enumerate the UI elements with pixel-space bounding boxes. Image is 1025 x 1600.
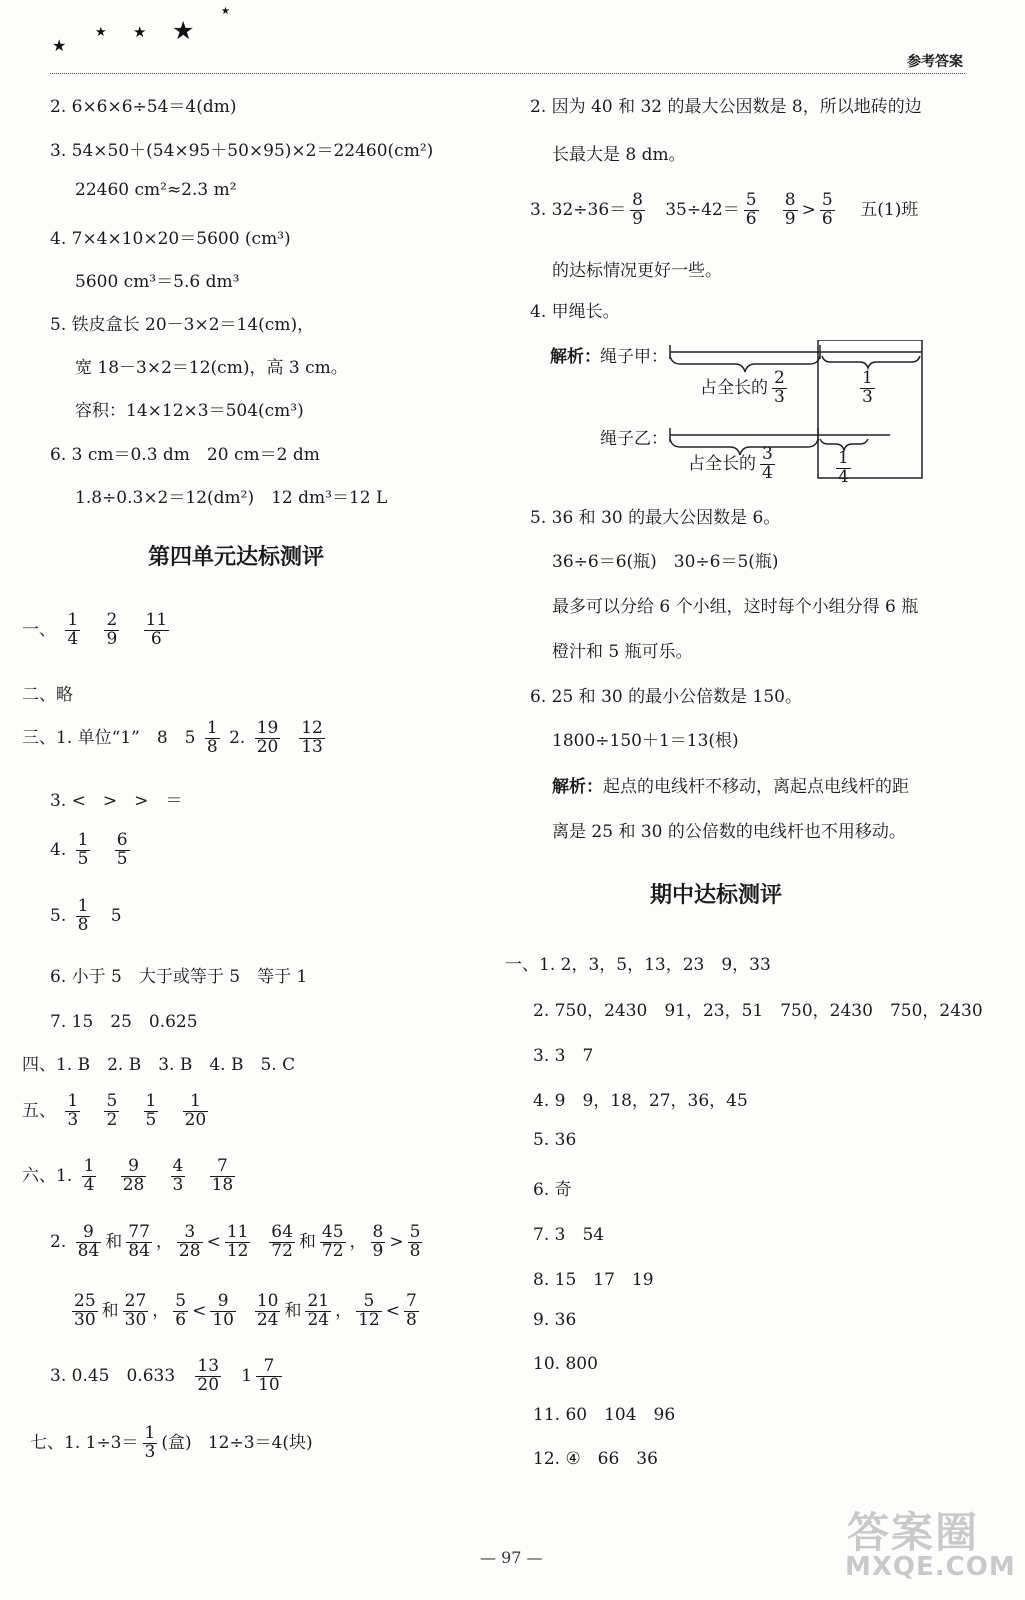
answer-q4: 四、1. B 2. B 3. B 4. B 5. C	[22, 1055, 296, 1075]
fraction: $\frac{11}{6}$	[145, 610, 168, 649]
fraction: $\frac{3}{28}$	[178, 1222, 201, 1261]
fraction: $\frac{12}{13}$	[301, 718, 323, 757]
fraction: $\frac{9}{10}$	[212, 1291, 234, 1330]
fraction: $\frac{7}{18}$	[211, 1156, 234, 1195]
fraction: $\frac{10}{24}$	[256, 1291, 279, 1330]
rope-a-brace	[822, 356, 920, 368]
fraction: $\frac{64}{72}$	[271, 1222, 293, 1261]
rope-a-label: 绳子甲：	[600, 347, 668, 367]
fraction: $\frac{8}{9}$	[372, 1222, 384, 1261]
fraction: $\frac{1}{3}$	[67, 1091, 79, 1130]
answer-line: 8. 15 17 19	[533, 1270, 654, 1290]
answer-q7: 七、1. 1÷3＝ $\frac{1}{3}$ (盒) 12÷3＝4(块)	[30, 1423, 313, 1462]
answer-line: 5. 36	[533, 1130, 577, 1150]
page-number: — 97 —	[480, 1548, 543, 1567]
answer-line: 3. 3 7	[533, 1046, 594, 1066]
fraction: $\frac{1}{4}$	[838, 448, 849, 487]
answer-q3-4: 4. $\frac{1}{5}$ $\frac{6}{5}$	[50, 830, 128, 869]
answer-line: 2. 因为 40 和 32 的最大公因数是 8，所以地砖的边	[530, 97, 922, 117]
answer-q6-3: 3. 0.45 0.633 $\frac{13}{20}$ 1 $\frac{7}{10}$	[50, 1356, 280, 1395]
answer-line: 最多可以分给 6 个小组，这时每个小组分得 6 瓶	[552, 597, 919, 617]
answer-a3: 3. 32÷36＝ $\frac{8}{9}$ 35÷42＝ $\frac{5}{6}$ $\frac{8}{9}$ > $\frac{5}{6}$ 五(1)班	[530, 190, 919, 229]
answer-line: 4. 9 9，18，27，36，45	[533, 1091, 748, 1111]
answer-line: 1.8÷0.3×2＝12(dm²) 12 dm³＝12 L	[75, 488, 388, 508]
fraction: $\frac{5}{6}$	[175, 1291, 187, 1330]
fraction: $\frac{13}{20}$	[197, 1356, 220, 1395]
fraction: $\frac{1}{5}$	[145, 1091, 157, 1130]
header-divider	[50, 73, 965, 74]
fraction: $\frac{1}{4}$	[67, 610, 79, 649]
answer-line: 2. 750，2430 91，23，51 750，2430 750，2430	[533, 1001, 983, 1021]
star-icon: ★	[95, 25, 107, 40]
answer-line: 11. 60 104 96	[533, 1405, 676, 1425]
fraction: $\frac{5}{8}$	[409, 1222, 421, 1261]
answer-q2: 二、略	[22, 685, 73, 705]
fraction: $\frac{6}{5}$	[116, 830, 128, 869]
rope-b-fraction-label: 占全长的 $\frac{3}{4}$	[688, 444, 773, 483]
answer-q6-2a: 2. $\frac{9}{84}$ 和 $\frac{77}{84}$ ， $\frac{3}{28}$ < $\frac{11}{12}$ $\frac{64}{72}$ 和 $\frac{45}{72}$ ， $\frac{8}{9}$ > $\frac{5}{8}$	[50, 1222, 421, 1261]
answer-line: 5600 cm³＝5.6 dm³	[75, 272, 240, 292]
fraction: $\frac{5}{6}$	[821, 190, 833, 229]
fraction: $\frac{3}{4}$	[762, 444, 773, 483]
answer-q3-3: 3. < > > ＝	[50, 791, 183, 811]
answer-q1: 一、 $\frac{1}{4}$ $\frac{2}{9}$ $\frac{11}{6}$	[22, 610, 168, 649]
fraction: $\frac{21}{24}$	[307, 1291, 330, 1330]
fraction: $\frac{5}{6}$	[745, 190, 757, 229]
rope-a-fraction-label: 占全长的 $\frac{2}{3}$	[700, 368, 785, 407]
fraction: $\frac{11}{12}$	[226, 1222, 249, 1261]
fraction: $\frac{1}{5}$	[77, 830, 89, 869]
star-icon: ★	[52, 36, 67, 55]
answer-line: 宽 18－3×2＝12(cm)，高 3 cm。	[75, 358, 348, 378]
answer-line: 22460 cm²≈2.3 m²	[75, 180, 237, 200]
answer-line: 容积：14×12×3＝504(cm³)	[75, 401, 304, 421]
fraction: $\frac{27}{30}$	[124, 1291, 147, 1330]
section-title: 第四单元达标测评	[148, 545, 325, 570]
rope-diagram	[550, 340, 960, 490]
answer-line: 一、1. 2，3，5，13，23 9，33	[505, 955, 771, 975]
rope-a-rest	[856, 370, 879, 407]
answer-line: 6. 3 cm＝0.3 dm 20 cm＝2 dm	[50, 445, 320, 465]
fraction: $\frac{1}{4}$	[83, 1156, 95, 1195]
answer-line: 6. 25 和 30 的最小公倍数是 150。	[530, 687, 802, 707]
answer-line: 3. 54×50＋(54×95＋50×95)×2＝22460(cm²)	[50, 141, 434, 161]
answer-line: 橙汁和 5 瓶可乐。	[552, 642, 693, 662]
answer-q3-1: 三、1. 单位“1” 8 5 $\frac{1}{8}$ 2. $\frac{19}{20}$ $\frac{12}{13}$	[22, 718, 323, 757]
fraction: $\frac{8}{9}$	[784, 190, 796, 229]
answer-q3-5: 5. $\frac{1}{8}$ 5	[50, 896, 122, 935]
fraction: $\frac{19}{20}$	[256, 718, 279, 757]
fraction: $\frac{7}{10}$	[258, 1356, 280, 1395]
answer-line: 5. 铁皮盒长 20－3×2＝14(cm)，	[50, 315, 315, 335]
answer-line: 36÷6＝6(瓶) 30÷6＝5(瓶)	[552, 552, 779, 572]
star-icon: ★	[133, 23, 147, 41]
answer-line: 2. 6×6×6÷54＝4(dm)	[50, 97, 237, 117]
answer-line: 9. 36	[533, 1310, 577, 1330]
answer-q6-1: 六、1. $\frac{1}{4}$ $\frac{9}{28}$ $\frac{4}{3}$ $\frac{7}{18}$	[22, 1156, 234, 1195]
fraction: $\frac{25}{30}$	[74, 1291, 96, 1330]
answer-line: 6. 奇	[533, 1180, 572, 1200]
answer-q3-6: 6. 小于 5 大于或等于 5 等于 1	[50, 967, 308, 987]
fraction: $\frac{9}{28}$	[122, 1156, 145, 1195]
fraction: $\frac{1}{20}$	[184, 1091, 207, 1130]
fraction: $\frac{7}{8}$	[405, 1291, 417, 1330]
fraction: $\frac{9}{84}$	[77, 1222, 100, 1261]
answer-q5: 五、 $\frac{1}{3}$ $\frac{5}{2}$ $\frac{1}{5}$ $\frac{1}{20}$	[22, 1091, 207, 1130]
fraction: $\frac{1}{8}$	[77, 896, 89, 935]
fraction: $\frac{2}{3}$	[774, 368, 785, 407]
analysis-label: 解析：	[550, 347, 601, 367]
fraction: $\frac{8}{9}$	[632, 190, 643, 229]
analysis-line: 解析：起点的电线杆不移动，离起点电线杆的距	[552, 777, 909, 797]
fraction: $\frac{2}{9}$	[106, 610, 118, 649]
answer-line: 长最大是 8 dm。	[552, 145, 686, 165]
header-label: 参考答案	[907, 54, 963, 70]
section-title: 期中达标测评	[650, 883, 783, 908]
analysis-line: 离是 25 和 30 的公倍数的电线杆也不用移动。	[552, 822, 906, 842]
fraction: $\frac{1}{3}$	[862, 368, 873, 407]
rope-b-rest	[832, 450, 855, 487]
answer-line: 4. 甲绳长。	[530, 302, 620, 322]
star-icon: ★	[221, 6, 230, 17]
answer-line: 12. ④ 66 36	[533, 1449, 658, 1469]
fraction: $\frac{1}{3}$	[144, 1423, 156, 1462]
fraction: $\frac{45}{72}$	[321, 1222, 344, 1261]
answer-line: 10. 800	[533, 1354, 598, 1374]
answer-line: 5. 36 和 30 的最大公因数是 6。	[530, 508, 781, 528]
answer-line: 7. 3 54	[533, 1225, 605, 1245]
answer-line: 1800÷150＋1＝13(根)	[552, 731, 739, 751]
watermark-logo: 答案圈 MXQE.COM	[845, 1508, 1016, 1582]
answer-q3-7: 7. 15 25 0.625	[50, 1012, 198, 1032]
fraction: $\frac{1}{8}$	[206, 718, 218, 757]
answer-line: 4. 7×4×10×20＝5600 (cm³)	[50, 229, 291, 249]
answer-q6-2b: $\frac{25}{30}$ 和 $\frac{27}{30}$ ， $\frac{5}{6}$ < $\frac{9}{10}$ $\frac{10}{24}$ 和 $\frac{21}{24}$ ， $\frac{5}{12}$ < $\frac{7}{8}$	[74, 1291, 417, 1330]
fraction: $\frac{5}{2}$	[106, 1091, 118, 1130]
answer-line: 的达标情况更好一些。	[552, 261, 722, 281]
fraction: $\frac{4}{3}$	[172, 1156, 184, 1195]
fraction: $\frac{5}{12}$	[358, 1291, 380, 1330]
fraction: $\frac{77}{84}$	[128, 1222, 150, 1261]
star-icon: ★	[172, 16, 195, 45]
rope-b-label: 绳子乙：	[600, 429, 668, 449]
